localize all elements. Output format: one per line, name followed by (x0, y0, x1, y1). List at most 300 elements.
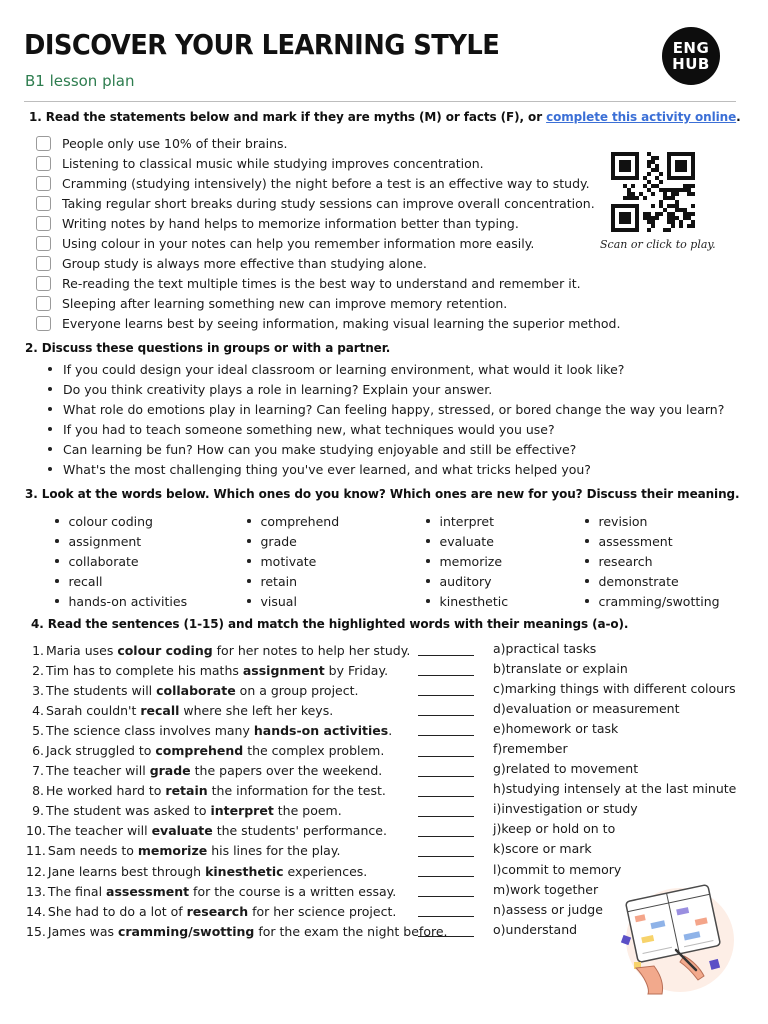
answer-blank[interactable] (418, 656, 474, 676)
sentence-item (26, 901, 448, 921)
qr-module (667, 204, 671, 208)
qr-module (675, 200, 679, 204)
qr-module (667, 196, 671, 200)
qr-module (651, 204, 655, 208)
logo-text-bottom: HUB (672, 55, 710, 73)
qr-module (631, 184, 635, 188)
checkbox[interactable] (36, 176, 51, 191)
qr-module (675, 188, 679, 192)
checkbox[interactable] (36, 236, 51, 251)
vocab-word: research (598, 553, 653, 569)
bullet-icon (585, 599, 589, 603)
sentence-item (26, 801, 448, 821)
qr-module (687, 192, 691, 196)
highlighted-word: hands-on activities (253, 722, 389, 738)
qr-caption: Scan or click to play. (600, 238, 716, 251)
qr-module (663, 228, 667, 232)
sentence-number: 8. (32, 783, 44, 799)
qr-module (667, 228, 671, 232)
meaning-item: j)keep or hold on to (493, 821, 616, 837)
answer-blank[interactable] (418, 797, 474, 817)
sentence-text-after: where she left her keys. (179, 702, 334, 718)
bullet-icon (585, 539, 589, 543)
qr-module (651, 156, 655, 160)
vocab-item (426, 511, 508, 531)
sentence-number: 6. (32, 743, 44, 759)
qr-module (655, 156, 659, 160)
statement-text: Cramming (studying intensively) the night before a test is an effective way to study. (62, 175, 590, 191)
statement-item (36, 313, 620, 333)
qr-module (643, 176, 647, 180)
page-subtitle: B1 lesson plan (25, 72, 135, 90)
highlighted-word: interpret (210, 803, 274, 819)
highlighted-word: grade (149, 763, 191, 779)
highlighted-word: comprehend (155, 743, 244, 759)
sentence-number: 1. (32, 642, 44, 658)
sentence-text-after: for the course is a written essay. (189, 883, 397, 899)
sentence-item (26, 740, 448, 760)
vocab-item (426, 531, 508, 551)
bullet-icon (48, 407, 52, 411)
answer-blank[interactable] (418, 736, 474, 756)
sentence-text-before: The students will (46, 682, 157, 698)
qr-module (647, 216, 651, 220)
qr-module (675, 204, 679, 208)
answer-blank[interactable] (418, 777, 474, 797)
question-item (48, 439, 724, 459)
qr-module (647, 220, 651, 224)
section1-heading-end: . (736, 110, 741, 124)
qr-module (691, 224, 695, 228)
qr-module (619, 160, 631, 172)
sentence-item (26, 841, 448, 861)
sentence-number: 7. (32, 763, 44, 779)
qr-module (671, 196, 675, 200)
meaning-item: n)assess or judge (493, 901, 603, 917)
word-column-1 (55, 511, 187, 611)
sentence-number: 11. (26, 843, 46, 859)
qr-module (683, 184, 687, 188)
sentence-text-before: The final (47, 883, 107, 899)
vocab-word: motivate (260, 553, 317, 569)
meaning-item: g)related to movement (493, 761, 639, 777)
sentence-number: 14. (26, 903, 46, 919)
sentence-text-after: the information for the test. (207, 783, 386, 799)
sentence-list (26, 640, 448, 941)
bullet-icon (48, 367, 52, 371)
vocab-word: collaborate (68, 553, 139, 569)
bullet-icon (48, 427, 52, 431)
qr-module (683, 216, 687, 220)
statement-item (36, 133, 620, 153)
discussion-questions (48, 359, 724, 479)
qr-module (651, 224, 655, 228)
vocab-word: retain (260, 573, 298, 589)
meaning-item: l)commit to memory (493, 861, 622, 877)
sentence-item (26, 680, 448, 700)
qr-module (691, 184, 695, 188)
answer-blank[interactable] (418, 817, 474, 837)
qr-module (667, 212, 671, 216)
answer-blank[interactable] (418, 716, 474, 736)
question-item (48, 399, 724, 419)
bullet-icon (55, 519, 59, 523)
qr-module (655, 176, 659, 180)
bullet-icon (55, 559, 59, 563)
meaning-item: d)evaluation or measurement (493, 700, 680, 716)
checkbox[interactable] (36, 256, 51, 271)
vocab-item (426, 551, 508, 571)
qr-module (651, 184, 655, 188)
sentence-number: 10. (26, 823, 46, 839)
answer-blank[interactable] (418, 757, 474, 777)
qr-module (667, 220, 671, 224)
vocab-word: assessment (598, 533, 673, 549)
sentence-text-after: experiences. (283, 863, 368, 879)
sentence-text-after: on a group project. (235, 682, 359, 698)
qr-module (679, 220, 683, 224)
qr-module (647, 180, 651, 184)
sentence-number: 4. (32, 702, 44, 718)
meaning-item: i)investigation or study (493, 801, 638, 817)
vocab-item (55, 571, 187, 591)
question-text: If you could design your ideal classroom or learning environment, what would it look like? (63, 361, 625, 377)
qr-module (663, 192, 667, 196)
sentence-item (26, 781, 448, 801)
vocab-word: kinesthetic (439, 593, 509, 609)
qr-module (627, 188, 631, 192)
bullet-icon (48, 387, 52, 391)
qr-module (647, 164, 651, 168)
qr-module (683, 212, 687, 216)
statement-text: Group study is always more effective than studying alone. (62, 255, 427, 271)
sentence-text-after: his lines for the play. (207, 843, 341, 859)
word-column-2 (247, 511, 339, 611)
statement-text: Listening to classical music while studying improves concentration. (62, 155, 484, 171)
qr-module (647, 228, 651, 232)
question-item (48, 459, 724, 479)
question-text: If you had to teach someone something new, what techniques would you use? (63, 421, 555, 437)
qr-module (691, 220, 695, 224)
vocab-item (426, 571, 508, 591)
statement-text: Writing notes by hand helps to memorize information better than typing. (62, 215, 519, 231)
sentence-text-before: The science class involves many (46, 722, 254, 738)
qr-module (655, 168, 659, 172)
qr-module (663, 188, 667, 192)
sentence-item (26, 761, 448, 781)
qr-module (687, 184, 691, 188)
bullet-icon (426, 539, 430, 543)
qr-module (647, 188, 651, 192)
statement-item (36, 193, 620, 213)
qr-module (659, 200, 663, 204)
sentence-text-after: the complex problem. (243, 743, 385, 759)
sentence-text-after: for her science project. (248, 903, 397, 919)
qr-module (643, 184, 647, 188)
highlighted-word: cramming/swotting (117, 923, 255, 939)
qr-module (655, 164, 659, 168)
qr-code[interactable] (611, 152, 695, 232)
vocab-word: auditory (439, 573, 492, 589)
question-text: What's the most challenging thing you've ever learned, and what tricks helped you? (63, 461, 591, 477)
page-title: DISCOVER YOUR LEARNING STYLE (24, 28, 500, 61)
qr-module (691, 212, 695, 216)
highlighted-word: colour coding (117, 642, 213, 658)
meaning-item: c)marking things with different colours (493, 680, 736, 696)
qr-module (667, 216, 671, 220)
vocab-item (247, 551, 339, 571)
bullet-icon (55, 539, 59, 543)
sentence-item (26, 921, 448, 941)
highlighted-word: assignment (242, 662, 325, 678)
meaning-item: h)studying intensely at the last minute (493, 781, 737, 797)
vocab-item (55, 591, 187, 611)
sentence-text-after: the students' performance. (212, 823, 387, 839)
bullet-icon (247, 559, 251, 563)
meaning-item: m)work together (493, 881, 599, 897)
highlighted-word: kinesthetic (205, 863, 284, 879)
checkbox[interactable] (36, 156, 51, 171)
qr-module (675, 160, 687, 172)
sentence-text-after: for her notes to help her study. (212, 642, 411, 658)
statement-text: Everyone learns best by seeing information, making visual learning the superior method. (62, 315, 621, 331)
highlighted-word: memorize (137, 843, 208, 859)
vocab-word: colour coding (68, 513, 153, 529)
bullet-icon (426, 599, 430, 603)
vocab-word: comprehend (260, 513, 340, 529)
sentence-item (26, 700, 448, 720)
vocab-item (247, 571, 339, 591)
meaning-item: a)practical tasks (493, 640, 597, 656)
qr-module (691, 192, 695, 196)
vocab-item (55, 511, 187, 531)
qr-module (687, 212, 691, 216)
highlighted-word: assessment (106, 883, 190, 899)
statement-text: Sleeping after learning something new can improve memory retention. (62, 295, 508, 311)
highlighted-word: recall (140, 702, 180, 718)
vocab-item (55, 531, 187, 551)
sentence-text-before: The teacher will (46, 763, 150, 779)
qr-module (687, 216, 691, 220)
checkbox[interactable] (36, 136, 51, 151)
answer-blank[interactable] (418, 636, 474, 656)
vocab-item (585, 511, 720, 531)
vocab-item (426, 591, 508, 611)
meaning-item: k)score or mark (493, 841, 592, 857)
bullet-icon (585, 579, 589, 583)
sentence-text-before: Tim has to complete his maths (46, 662, 243, 678)
statement-item (36, 273, 620, 293)
bullet-icon (247, 579, 251, 583)
qr-module (667, 188, 671, 192)
question-item (48, 419, 724, 439)
qr-module (659, 188, 663, 192)
highlighted-word: research (186, 903, 249, 919)
bullet-icon (426, 579, 430, 583)
qr-module (675, 192, 679, 196)
qr-module (647, 212, 651, 216)
sentence-number: 15. (26, 923, 46, 939)
vocab-item (585, 531, 720, 551)
qr-module (647, 172, 651, 176)
question-text: Can learning be fun? How can you make studying enjoyable and still be effective? (63, 441, 577, 457)
qr-module (687, 188, 691, 192)
section4-heading: 4. Read the sentences (1-15) and match the highlighted words with their meanings (a-o). (31, 617, 629, 631)
statement-item (36, 253, 620, 273)
qr-module (675, 216, 679, 220)
sentence-number: 3. (32, 682, 44, 698)
highlighted-word: evaluate (151, 823, 213, 839)
qr-module (631, 196, 635, 200)
eng-hub-logo[interactable] (662, 27, 720, 85)
bullet-icon (55, 599, 59, 603)
checkbox[interactable] (36, 296, 51, 311)
sentence-number: 5. (32, 722, 44, 738)
qr-module (651, 160, 655, 164)
sentence-text-before: The student was asked to (46, 803, 211, 819)
question-text: Do you think creativity plays a role in learning? Explain your answer. (63, 381, 493, 397)
sentence-text-before: James was (47, 923, 118, 939)
qr-module (659, 204, 663, 208)
qr-module (679, 188, 683, 192)
qr-module (643, 212, 647, 216)
answer-blank[interactable] (418, 696, 474, 716)
checkbox[interactable] (36, 216, 51, 231)
answer-blank[interactable] (418, 917, 474, 937)
meaning-item: e)homework or task (493, 720, 619, 736)
qr-module (643, 196, 647, 200)
vocab-word: cramming/swotting (598, 593, 720, 609)
qr-module (623, 184, 627, 188)
qr-module (639, 192, 643, 196)
qr-module (647, 152, 651, 156)
sentence-text-before: The teacher will (47, 823, 152, 839)
meaning-item: b)translate or explain (493, 660, 628, 676)
question-item (48, 379, 724, 399)
answer-blank[interactable] (418, 877, 474, 897)
sentence-text-after: the papers over the weekend. (190, 763, 383, 779)
qr-module (627, 196, 631, 200)
qr-module (651, 168, 655, 172)
section1-heading-text: 1. Read the statements below and mark if they are myths (M) or facts (F), or (29, 110, 547, 124)
section2-heading: 2. Discuss these questions in groups or with a partner. (25, 341, 391, 355)
qr-module (647, 160, 651, 164)
qr-module (619, 212, 631, 224)
qr-module (671, 188, 675, 192)
question-text: What role do emotions play in learning? Can feeling happy, stressed, or bored change the way you learn? (63, 401, 725, 417)
qr-module (691, 204, 695, 208)
qr-module (663, 208, 667, 212)
checkbox[interactable] (36, 316, 51, 331)
vocab-word: demonstrate (598, 573, 679, 589)
qr-module (659, 180, 663, 184)
qr-module (671, 204, 675, 208)
sentence-text-after: by Friday. (324, 662, 389, 678)
word-column-4 (585, 511, 720, 611)
vocab-word: interpret (439, 513, 495, 529)
vocab-item (585, 551, 720, 571)
bullet-icon (55, 579, 59, 583)
sentence-text-after: . (388, 722, 393, 738)
answer-blanks (418, 640, 474, 941)
qr-module (655, 216, 659, 220)
vocab-item (585, 571, 720, 591)
sentence-item (26, 861, 448, 881)
sentence-text-before: Sam needs to (47, 843, 138, 859)
statement-item (36, 173, 620, 193)
online-activity-link[interactable]: complete this activity online (546, 110, 737, 124)
sentence-text-before: He worked hard to (46, 783, 166, 799)
sentence-item (26, 660, 448, 680)
vocab-word: grade (260, 533, 297, 549)
bullet-icon (585, 519, 589, 523)
sentence-text-before: Maria uses (46, 642, 118, 658)
sentence-text-after: the poem. (273, 803, 342, 819)
sentence-text-after: for the exam the night before. (254, 923, 448, 939)
qr-module (659, 212, 663, 216)
statement-checklist (36, 133, 620, 333)
vocab-item (247, 531, 339, 551)
qr-module (671, 212, 675, 216)
section1-heading (29, 110, 741, 124)
bullet-icon (247, 539, 251, 543)
word-column-3 (426, 511, 508, 611)
bullet-icon (247, 599, 251, 603)
qr-module (635, 196, 639, 200)
checkbox[interactable] (36, 276, 51, 291)
qr-module (679, 224, 683, 228)
qr-module (671, 224, 675, 228)
statement-text: People only use 10% of their brains. (62, 135, 288, 151)
sentence-item (26, 821, 448, 841)
sentence-number: 13. (26, 883, 46, 899)
sentence-item (26, 640, 448, 660)
vocab-word: hands-on activities (68, 593, 188, 609)
sentence-number: 9. (32, 803, 44, 819)
meaning-item: o)understand (493, 921, 578, 937)
vocab-word: evaluate (439, 533, 494, 549)
vocab-word: visual (260, 593, 297, 609)
statement-item (36, 233, 620, 253)
statement-text: Using colour in your notes can help you remember information more easily. (62, 235, 535, 251)
qr-module (679, 208, 683, 212)
answer-blank[interactable] (418, 837, 474, 857)
qr-module (671, 216, 675, 220)
qr-module (651, 220, 655, 224)
bullet-icon (585, 559, 589, 563)
answer-blank[interactable] (418, 676, 474, 696)
statement-text: Re-reading the text multiple times is the best way to understand and remember it. (62, 275, 581, 291)
logo-text-top: ENG (672, 39, 710, 57)
highlighted-word: retain (165, 783, 208, 799)
qr-module (655, 184, 659, 188)
statement-text: Taking regular short breaks during study sessions can improve overall concentration. (62, 195, 595, 211)
answer-blank[interactable] (418, 897, 474, 917)
sentence-number: 2. (32, 662, 44, 678)
qr-module (683, 208, 687, 212)
bullet-icon (426, 519, 430, 523)
qr-module (623, 196, 627, 200)
vocab-item (247, 511, 339, 531)
checkbox[interactable] (36, 196, 51, 211)
question-item (48, 359, 724, 379)
highlighted-word: collaborate (156, 682, 236, 698)
bullet-icon (426, 559, 430, 563)
answer-blank[interactable] (418, 857, 474, 877)
qr-module (687, 224, 691, 228)
qr-module (659, 172, 663, 176)
bullet-icon (247, 519, 251, 523)
